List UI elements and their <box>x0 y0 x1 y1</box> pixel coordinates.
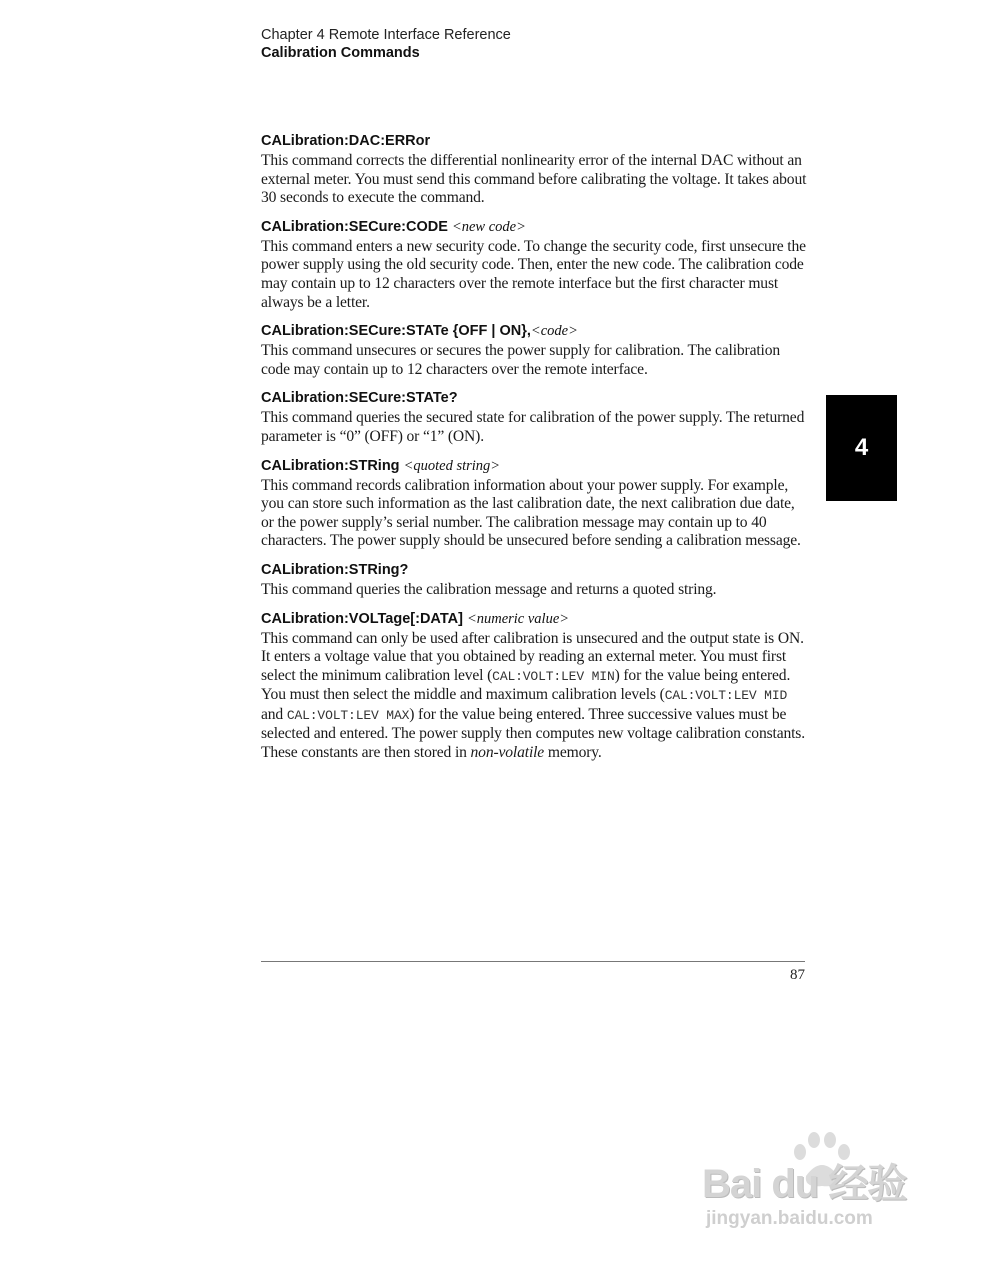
watermark-logo-text: Bai du 经验 <box>702 1162 907 1206</box>
command-entry <box>261 457 809 551</box>
watermark <box>702 1130 942 1250</box>
page-number: 87 <box>790 967 805 983</box>
command-title: CALibration:STRing? <box>261 561 409 578</box>
command-description: This command records calibration information about your power supply. For example, you can store such information as the last calibration date, the next calibration due date, or the power supply’s serial number. The calibration message may contain up to 40 characters. The power supply should be unsecured before sending a calibration message. <box>261 476 801 550</box>
command-entry <box>261 322 809 379</box>
command-title: CALibration:SECure:STATe {OFF | ON},<code> <box>261 323 578 340</box>
code-snippet: CAL:VOLT:LEV MID <box>664 688 788 704</box>
chapter-tab: 4 <box>826 395 897 501</box>
command-entry <box>261 610 809 763</box>
command-entry <box>261 389 809 446</box>
command-entry <box>261 132 809 208</box>
command-title: CALibration:STRing <quoted string> <box>261 457 501 474</box>
running-header <box>261 26 511 62</box>
command-entry <box>261 218 809 312</box>
command-title: CALibration:SECure:CODE <new code> <box>261 218 526 235</box>
command-parameter: <code> <box>530 323 578 340</box>
command-description: This command corrects the differential nonlinearity error of the internal DAC without an external meter. You must send this command before calibrating the voltage. It takes about 30 seconds to execute the command. <box>261 152 807 207</box>
watermark-url: jingyan.baidu.com <box>706 1208 873 1229</box>
command-list <box>261 132 809 773</box>
footer-divider <box>261 961 805 962</box>
command-description: This command can only be used after calibration is unsecured and the output state is ON. It enters a voltage value that you obtained by reading an external meter. You must first select the minimum calibration level (CAL:VOLT:LEV MIN) for the value being entered. You must then select the middle and maximum calibration levels (CAL:VOLT:LEV MID and CAL:VOLT:LEV MAX) for the value being entered. Three successive values must be selected and entered. The power supply then computes new voltage calibration constants. These constants are then stored in non-volatile memory. <box>261 629 805 762</box>
code-snippet: CAL:VOLT:LEV MIN <box>492 668 615 684</box>
command-description: This command queries the calibration message and returns a quoted string. <box>261 580 717 598</box>
command-description: This command queries the secured state for calibration of the power supply. The returned parameter is “0” (OFF) or “1” (ON). <box>261 409 805 445</box>
emphasis: non-volatile <box>470 744 545 762</box>
command-parameter: <numeric value> <box>466 610 570 627</box>
section-heading: Calibration Commands <box>261 45 420 61</box>
command-parameter: <new code> <box>451 218 526 235</box>
command-title: CALibration:VOLTage[:DATA] <numeric value> <box>261 610 570 627</box>
chapter-heading: Chapter 4 Remote Interface Reference <box>261 27 511 43</box>
command-description: This command enters a new security code. To change the security code, first unsecure the power supply using the old security code. Then, enter the new code. The calibration code may contain up to 12 characters over the remote interface but the first character must always be a letter. <box>261 237 806 311</box>
command-title: CALibration:DAC:ERRor <box>261 133 431 149</box>
command-title: CALibration:SECure:STATe? <box>261 390 458 407</box>
code-snippet: CAL:VOLT:LEV MAX <box>286 707 410 723</box>
command-description: This command unsecures or secures the power supply for calibration. The calibration code may contain up to 12 characters over the remote interface. <box>261 342 781 378</box>
command-entry <box>261 561 809 600</box>
command-parameter: <quoted string> <box>403 457 501 474</box>
